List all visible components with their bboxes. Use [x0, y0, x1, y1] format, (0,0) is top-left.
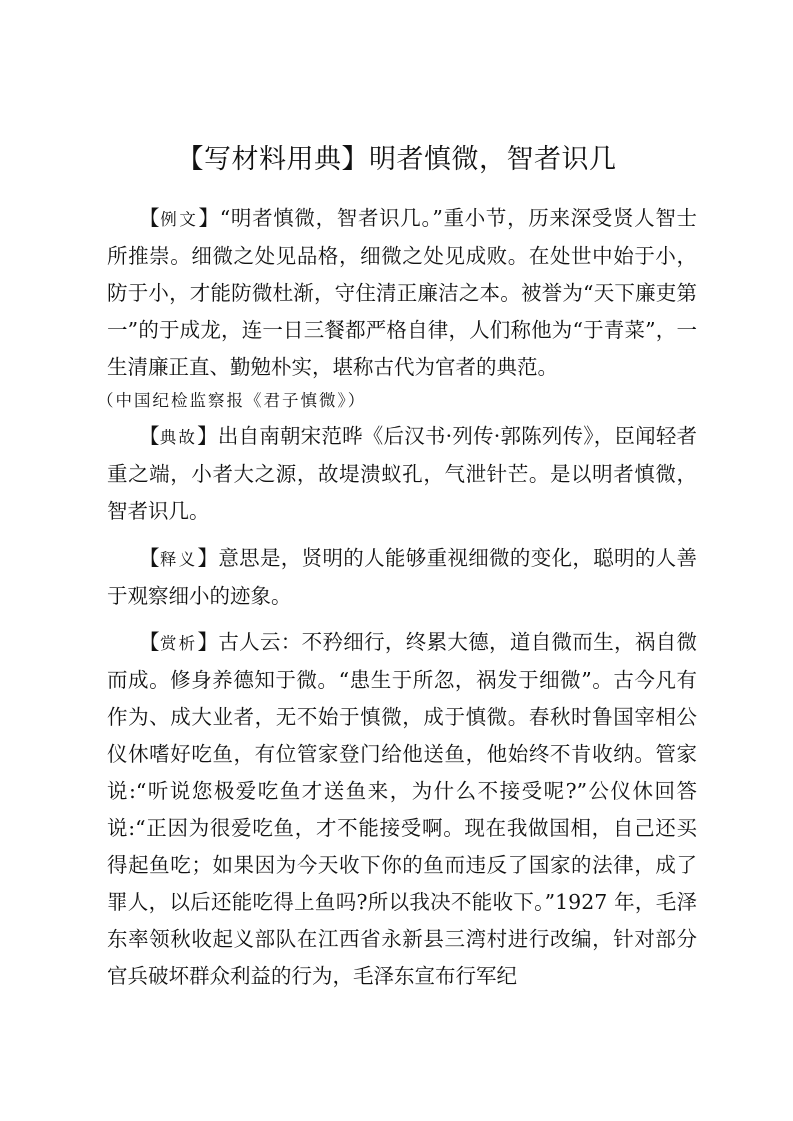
tag-label: 释义 [159, 550, 198, 569]
section-tag-allusion [139, 424, 218, 448]
paragraph-text: 意思是，贤明的人能够重视细微的变化，聪明的人善于观察细小的迹象。 [107, 546, 698, 608]
page-title: 【写材料用典】明者慎微，智者识几 [176, 144, 617, 175]
paragraph-example [97, 200, 698, 414]
tag-label: 赏析 [159, 634, 198, 653]
tag-close-bracket: 】 [197, 546, 219, 570]
paragraph-appreciation [107, 624, 697, 995]
paragraph-text: 出自南朝宋范晔《后汉书·列传·郭陈列传》，臣闻轻者重之端，小者大之源，故堤溃蚁孔，气泄针芒。是以明者慎微，智者识几。 [107, 424, 698, 523]
tag-close-bracket: 】 [198, 206, 220, 230]
paragraph-text: “明者慎微，智者识几。”重小节，历来深受贤人智士所推崇。细微之处见品格，细微之处见成败。在处世中始于小，防于小，才能防微杜渐，守住清正廉洁之本。被誉为“天下廉吏第一”的于成龙，连一日三餐都严格自律，人们称他为“于青菜”，一生清廉正直、勤勉朴实，堪称古代为官者的典范。 [107, 206, 698, 379]
source-citation: （中国纪检监察报《君子慎微》） [97, 391, 367, 410]
paragraph-meaning [107, 540, 697, 615]
tag-open-bracket: 【 [139, 206, 161, 230]
tag-close-bracket: 】 [197, 424, 218, 448]
tag-open-bracket: 【 [139, 546, 160, 570]
section-tag-appreciation [139, 630, 218, 654]
paragraph-allusion [107, 418, 697, 530]
tag-label: 典故 [159, 428, 198, 447]
paragraph-text: 古人云：不矜细行，终累大德，道自微而生，祸自微而成。修身养德知于微。“患生于所忽，祸发于细微”。古今凡有作为、成大业者，无不始于慎微，成于慎微。春秋时鲁国宰相公仪休嗜好吃鱼，有位管家登门给他送鱼，他始终不肯收纳。管家说:“听说您极爱吃鱼才送鱼来，为什么不接受呢?”公仪休回答说:“正因为很爱吃鱼，才不能接受啊。现在我做国相，自己还买得起鱼吃；如果因为今天收下你的鱼而违反了国家的法律，成了罪人，以后还能吃得上鱼吗?所以我决不能收下。”1927 年，毛泽东率领秋收起义部队在江西省永新县三湾村进行改编，针对部分官兵破坏群众利益的行为，毛泽东宣布行军纪 [107, 630, 698, 988]
section-tag-meaning [139, 546, 218, 570]
tag-open-bracket: 【 [139, 424, 160, 448]
tag-label: 例文 [160, 210, 199, 229]
tag-open-bracket: 【 [139, 630, 160, 654]
tag-close-bracket: 】 [197, 630, 219, 654]
section-tag-example [139, 206, 220, 230]
